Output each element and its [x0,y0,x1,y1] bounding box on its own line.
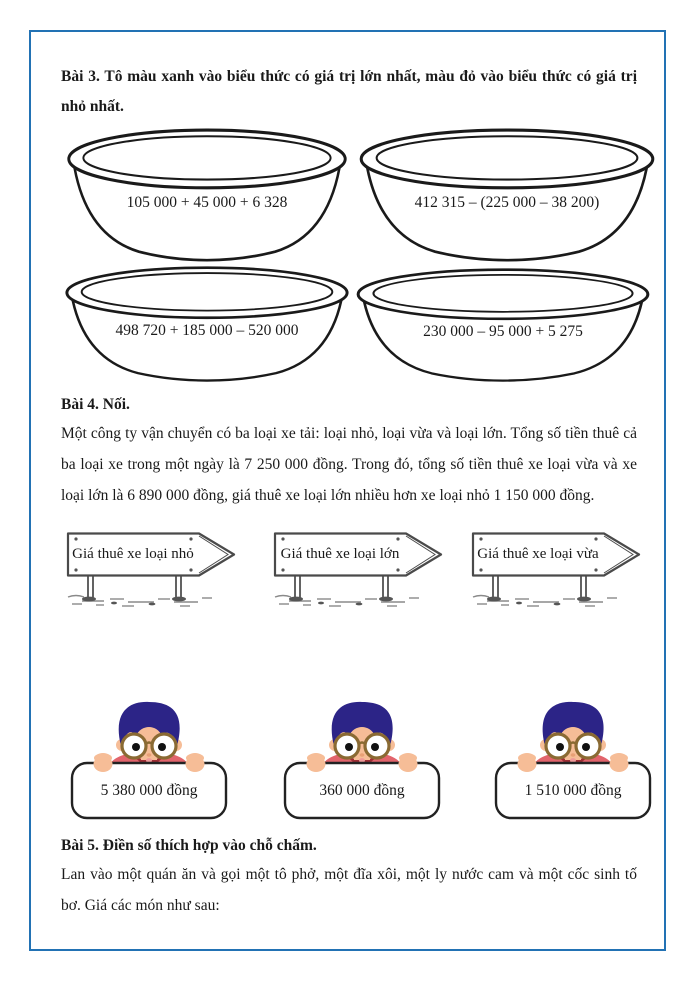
answer-card-3-text: 1 510 000 đồng [524,782,622,799]
exercise-5-paragraph: Lan vào một quán ăn và gọi một tô phở, một đĩa xôi, một ly nước cam và một cốc sinh tố bơ. Giá các món như sau: [61,866,637,914]
answer-card-1[interactable] [69,700,229,820]
answer-card-3[interactable] [493,700,653,820]
exercise-4-paragraph: Một công ty vận chuyển có ba loại xe tải: loại nhỏ, loại vừa và loại lớn. Tổng số tiền thuê cả ba loại xe trong một ngày là 7 250 000 đồng. Trong đó, tổng số tiền thuê xe loại vừa và xe loại lớn là 6 890 000 đồng, giá thuê xe loại lớn nhiều hơn xe loại nhỏ 1 150 000 đồng. [61,425,637,504]
bowl-expression-4-text: 230 000 – 95 000 + 5 275 [423,322,583,340]
answer-card-2-text: 360 000 đồng [319,782,405,799]
signpost-xe-loai-lon[interactable] [269,530,447,610]
bowl-expression-2[interactable] [353,127,661,263]
signpost-label: Giá thuê xe loại vừa [477,546,599,562]
signpost-xe-loai-nho[interactable] [62,530,240,610]
signpost-xe-loai-vua[interactable] [467,530,645,610]
signpost-label: Giá thuê xe loại nhỏ [72,546,194,562]
signpost-label: Giá thuê xe loại lớn [280,546,400,562]
bowl-expression-3[interactable] [59,265,355,383]
bowl-expression-1-text: 105 000 + 45 000 + 6 328 [126,194,288,212]
answer-card-1-text: 5 380 000 đồng [100,782,198,799]
exercise-5-heading: Bài 5. Điền số thích hợp vào chỗ chấm. [61,837,317,854]
exercise-3-heading: Bài 3. Tô màu xanh vào biểu thức có giá trị lớn nhất, màu đỏ vào biểu thức có giá trị nhỏ nhất. [61,68,637,115]
answer-card-2[interactable] [282,700,442,820]
bowl-expression-2-text: 412 315 – (225 000 – 38 200) [414,194,600,212]
bowl-expression-1[interactable] [61,127,353,263]
worksheet-page [29,30,666,951]
exercise-4-heading: Bài 4. Nối. [61,396,130,413]
bowl-expression-3-text: 498 720 + 185 000 – 520 000 [115,322,299,340]
bowl-expression-4[interactable] [350,267,656,383]
